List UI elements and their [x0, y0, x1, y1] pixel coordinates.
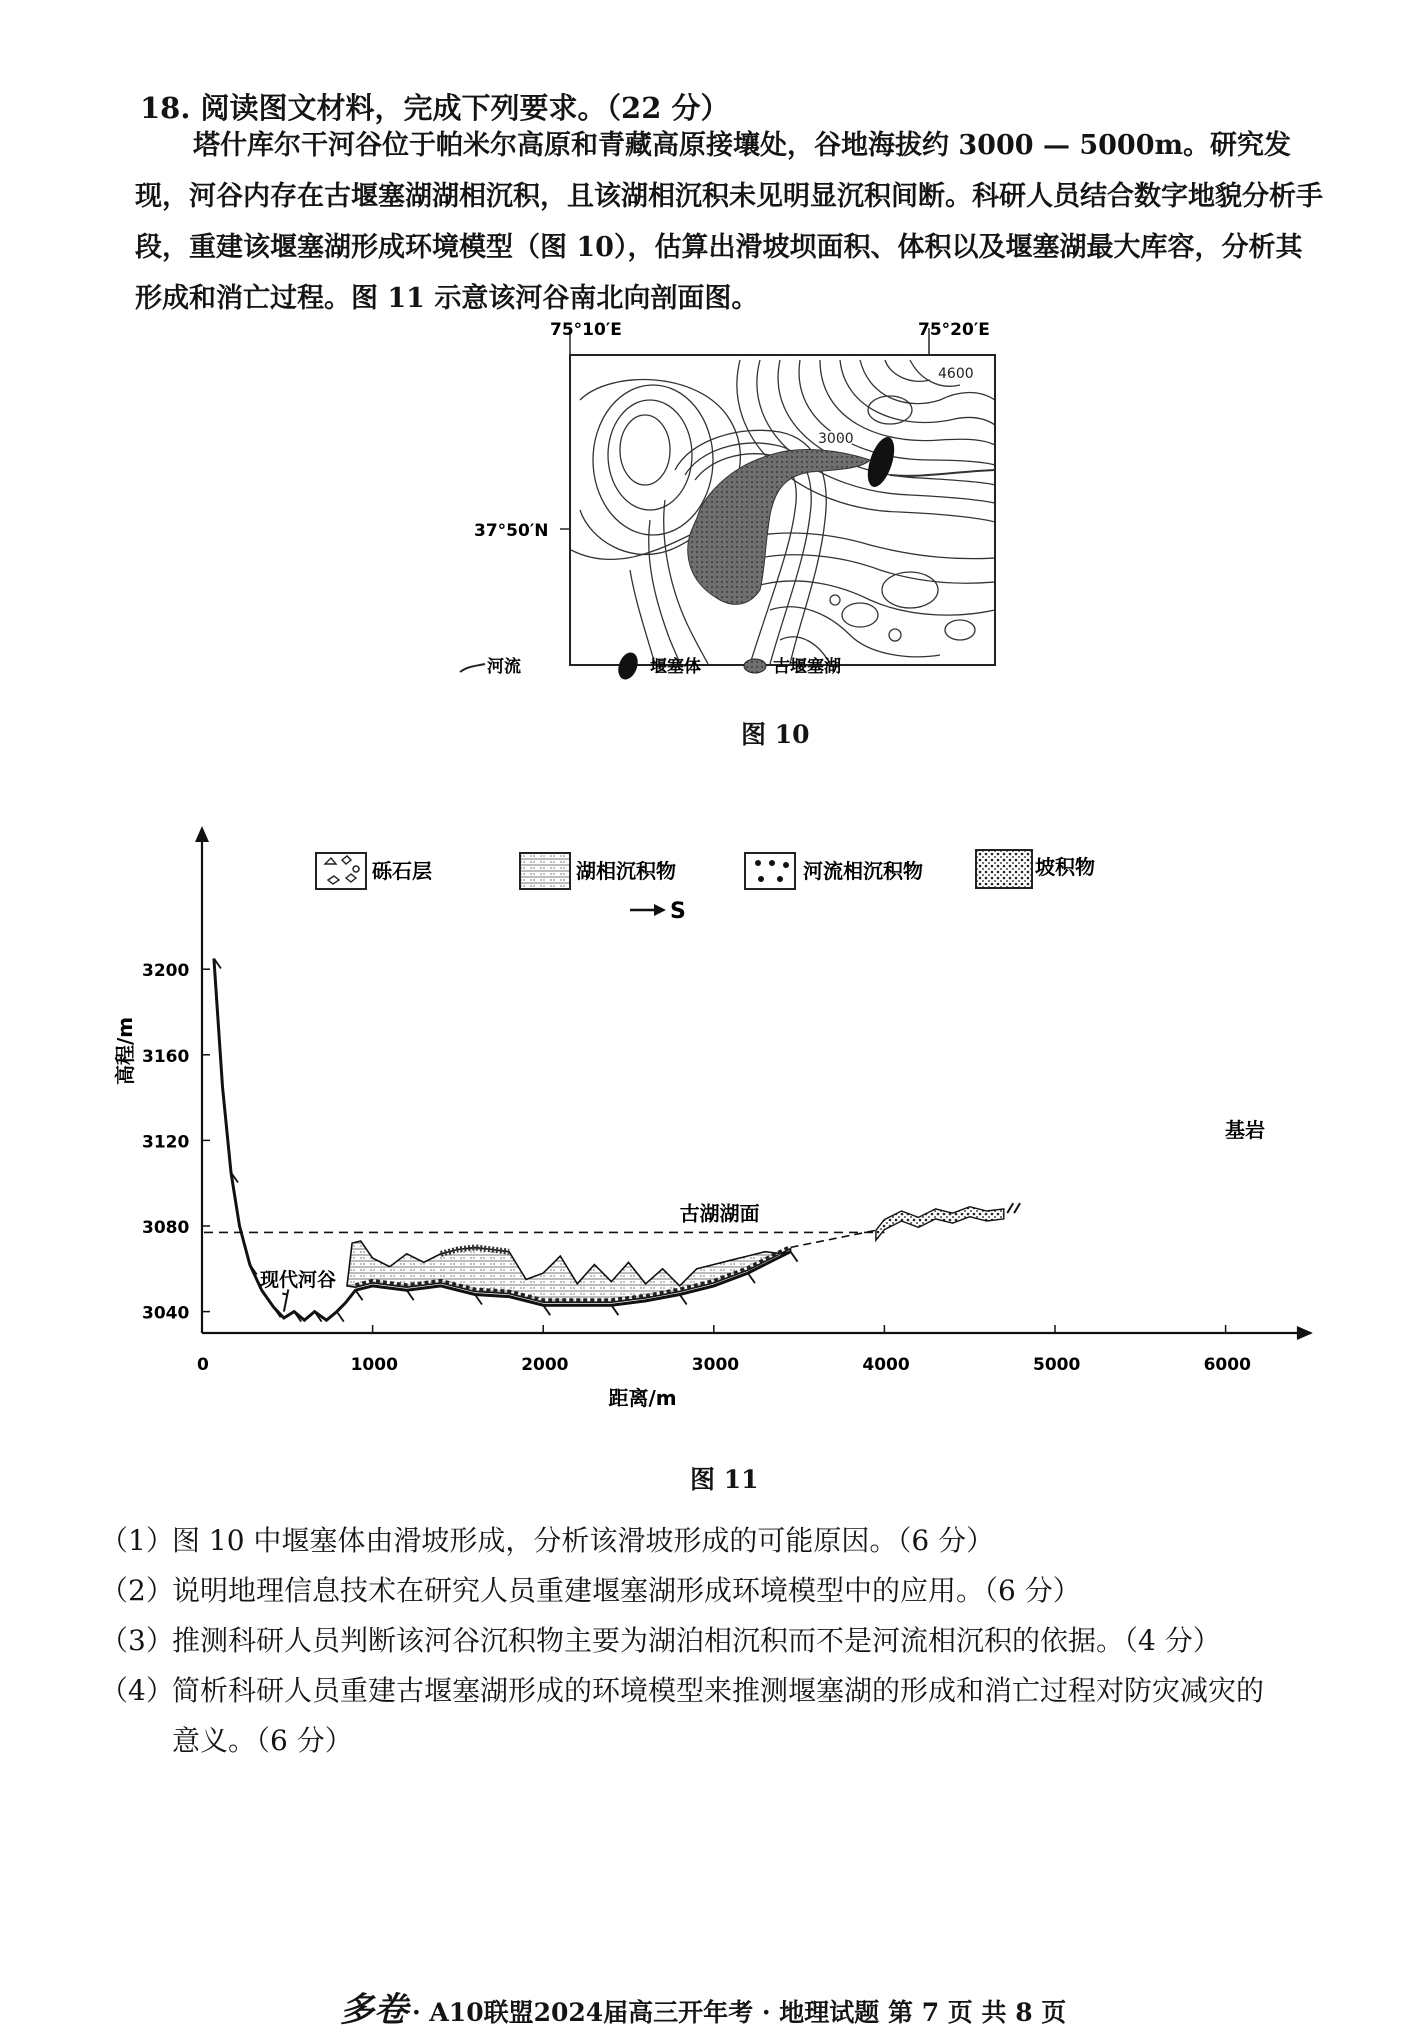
x-tick-label: 1000: [350, 1355, 398, 1375]
longitude-left-label: 75°10′E: [550, 320, 622, 340]
legend-river-sediment-label: 河流相沉积物: [803, 859, 923, 883]
longitude-right-label: 75°20′E: [918, 320, 990, 340]
bedrock-label: 基岩: [1225, 1118, 1265, 1142]
legend-colluvium-icon: [976, 850, 1032, 888]
sub-question-3: [100, 1620, 1350, 1662]
x-axis-arrow: [1297, 1326, 1313, 1340]
colluvium-deposit: [876, 1207, 1004, 1241]
sub-question-number: （2）: [100, 1574, 174, 1607]
x-tick-label: 2000: [521, 1355, 569, 1375]
figure-10-caption: 图 10: [741, 720, 810, 749]
modern-valley-label: 现代河谷: [260, 1268, 337, 1291]
bedrock-hatch: [680, 1294, 687, 1304]
modern-valley-arrow: [282, 1289, 288, 1311]
question-title: 18. 阅读图文材料，完成下列要求。（22 分）: [140, 91, 730, 125]
y-axis-arrow: [195, 826, 209, 842]
sub-question-continuation: 意义。（6 分）: [172, 1724, 353, 1757]
figure-11-chart: [113, 810, 1320, 1415]
figure-11-caption: 图 11: [690, 1465, 759, 1494]
bedrock-hatch: [407, 1290, 414, 1300]
y-tick-label: 3080: [142, 1218, 190, 1238]
figure-10-map: [440, 300, 1040, 700]
slope-trace: [791, 1230, 876, 1247]
direction-label: S: [670, 899, 686, 924]
contour-map: [570, 355, 995, 665]
x-tick-label: 5000: [1033, 1355, 1081, 1375]
sub-question-2: [100, 1570, 1350, 1612]
sub-question-text: 推测科研人员判断该河谷沉积物主要为湖泊相沉积而不是河流相沉积的依据。（4 分）: [172, 1624, 1221, 1657]
legend-lake-label: 古堰塞湖: [773, 657, 841, 677]
bedrock-hatch: [748, 1273, 755, 1283]
sub-question-number: （1）: [100, 1524, 174, 1557]
y-axis-label: 高程/m: [113, 1016, 137, 1085]
paragraph-first-line: 塔什库尔干河谷位于帕米尔高原和青藏高原接壤处，谷地海拔约 3000 — 5000m。研究发: [193, 130, 1292, 161]
y-tick-label: 3160: [142, 1046, 190, 1067]
question-paragraph: [135, 120, 1325, 324]
lake-sediment-layer: [347, 1241, 791, 1302]
sub-question-text: 简析科研人员重建古堰塞湖形成的环境模型来推测堰塞湖的形成和消亡过程对防灾减灾的: [172, 1674, 1265, 1707]
chart-axes: [142, 826, 1313, 1375]
brand-logo-text: 多卷: [340, 1990, 408, 2030]
sub-question-number: （3）: [100, 1624, 174, 1657]
legend-gravel-label: 砾石层: [372, 859, 432, 883]
latitude-label: 37°50′N: [474, 521, 549, 541]
x-tick-label: 6000: [1203, 1355, 1251, 1375]
legend-river-icon: [460, 664, 485, 672]
contour-label-4600: 4600: [938, 366, 974, 382]
legend-dam-label: 堰塞体: [650, 657, 701, 677]
x-axis-label: 距离/m: [608, 1386, 677, 1410]
legend-lake-sediment-label: 湖相沉积物: [576, 859, 676, 883]
bedrock-hatch: [337, 1312, 344, 1322]
x-tick-label: 4000: [862, 1355, 910, 1375]
bedrock-hatch: [791, 1252, 798, 1262]
sub-question-text: 说明地理信息技术在研究人员重建堰塞湖形成环境模型中的应用。（6 分）: [172, 1574, 1081, 1607]
footer-text: · A10联盟2024届高三开年考 · 地理试题 第 7 页 共 8 页: [412, 1998, 1067, 2027]
bedrock-hatch: [611, 1305, 618, 1315]
paragraph-rest: 现，河谷内存在古堰塞湖湖相沉积，且该湖相沉积未见明显沉积间断。科研人员结合数字地貌分析手段，重建该堰塞湖形成环境模型（图 10），估算出滑坡坝面积、体积以及堰塞湖最大库容，分析其形成和消亡过程。图 11 示意该河谷南北向剖面图。: [135, 181, 1323, 314]
legend-river-sediment-icon: [745, 853, 795, 889]
figure-11-legend: [316, 850, 1095, 924]
legend-lake-icon: [744, 659, 766, 673]
y-tick-label: 3200: [142, 961, 190, 982]
south-arrow-icon: [654, 904, 666, 916]
sub-question-number: （4）: [100, 1674, 174, 1707]
legend-river-label: 河流: [487, 657, 521, 677]
legend-lake-sediment-icon: [520, 853, 570, 889]
y-tick-label: 3120: [142, 1132, 190, 1153]
sub-question-1: [100, 1520, 1350, 1562]
page-footer: [340, 1982, 1066, 2031]
bedrock-hatch: [356, 1290, 363, 1300]
ancient-lake-surface-label: 古湖湖面: [679, 1201, 760, 1226]
contour-label-3000: 3000: [818, 431, 854, 447]
sub-question-text: 图 10 中堰塞体由滑坡形成，分析该滑坡形成的可能原因。（6 分）: [172, 1524, 995, 1557]
x-tick-label: 0: [197, 1355, 209, 1375]
sub-question-4: [100, 1670, 1350, 1762]
x-tick-label: 3000: [691, 1355, 740, 1375]
legend-colluvium-label: 坡积物: [1035, 855, 1095, 879]
y-tick-label: 3040: [142, 1303, 190, 1324]
break-mark: [1007, 1203, 1020, 1213]
